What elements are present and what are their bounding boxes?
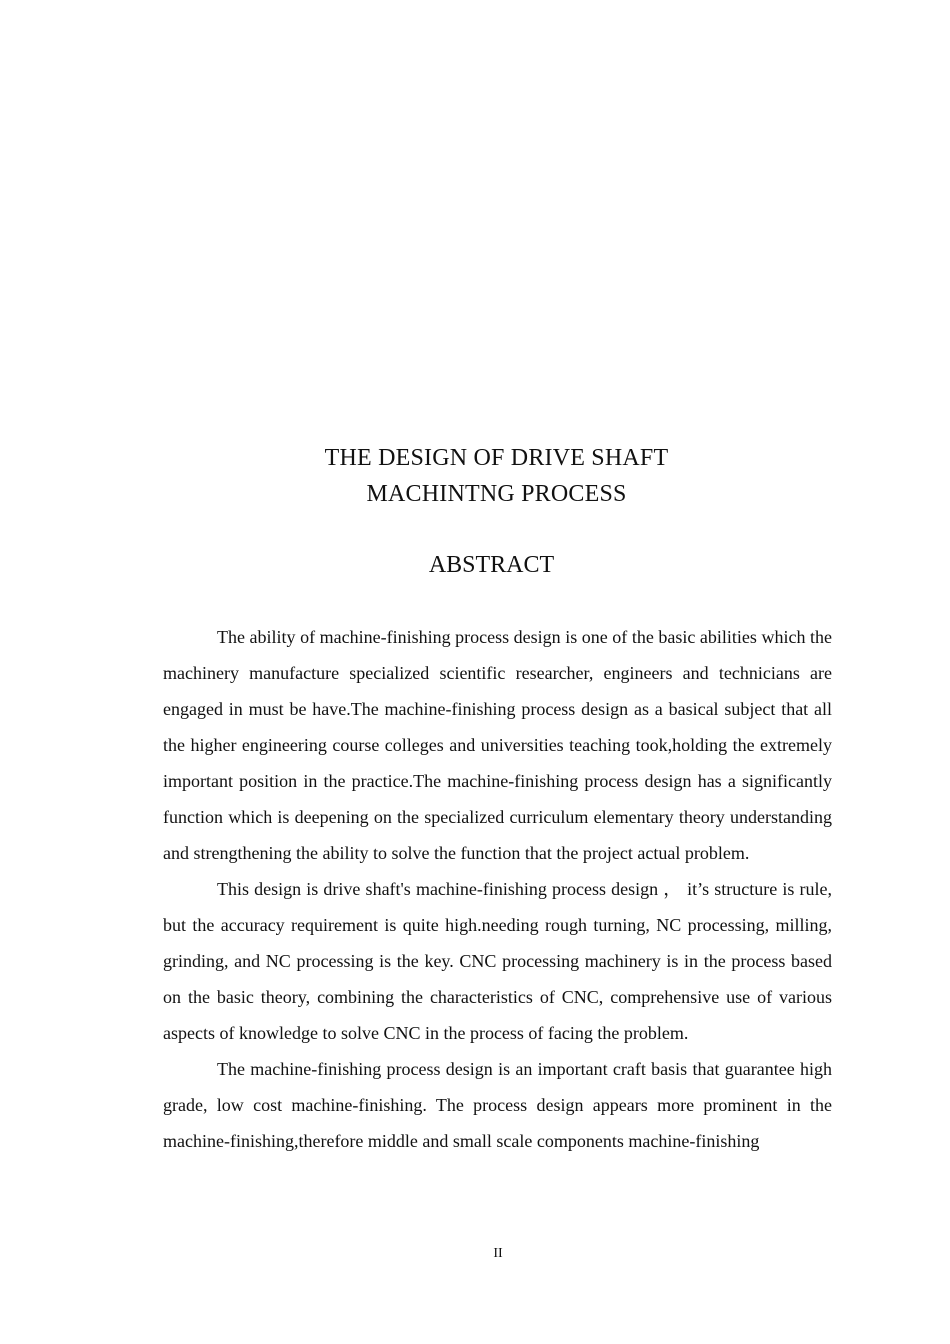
abstract-paragraph-2: This design is drive shaft's machine-finishing process design ， it’s structure is rule, but the accuracy requirement is quite high.needing rough turning, NC processing, milling, grinding, and NC processing is the key. CNC processing machinery is in the process based on the basic theory, combining the characteristics of CNC, comprehensive use of various aspects of knowledge to solve CNC in the process of facing the problem. (163, 879, 832, 1043)
abstract-heading: ABSTRACT (428, 552, 555, 578)
page-number: II (493, 1246, 503, 1261)
abstract-paragraph-3: The machine-finishing process design is an important craft basis that guarantee high grade, low cost machine-finishing. The process design appears more prominent in the machine-finishing,therefore middle and small scale components machine-finishing (163, 1059, 832, 1151)
title-line-2: MACHINTNG PROCESS (366, 481, 627, 507)
title-line-1: THE DESIGN OF DRIVE SHAFT (324, 445, 669, 471)
document-title (0, 440, 950, 512)
abstract-body (163, 619, 832, 1159)
abstract-paragraph-1: The ability of machine-finishing process design is one of the basic abilities which the machinery manufacture specialized scientific researcher, engineers and technicians are engaged in must be have.The machine-finishing process design as a basical subject that all the higher engineering course colleges and universities teaching took,holding the extremely important position in the practice.The machine-finishing process design has a significantly function which is deepening on the specialized curriculum elementary theory understanding and strengthening the ability to solve the function that the project actual problem. (163, 627, 832, 863)
